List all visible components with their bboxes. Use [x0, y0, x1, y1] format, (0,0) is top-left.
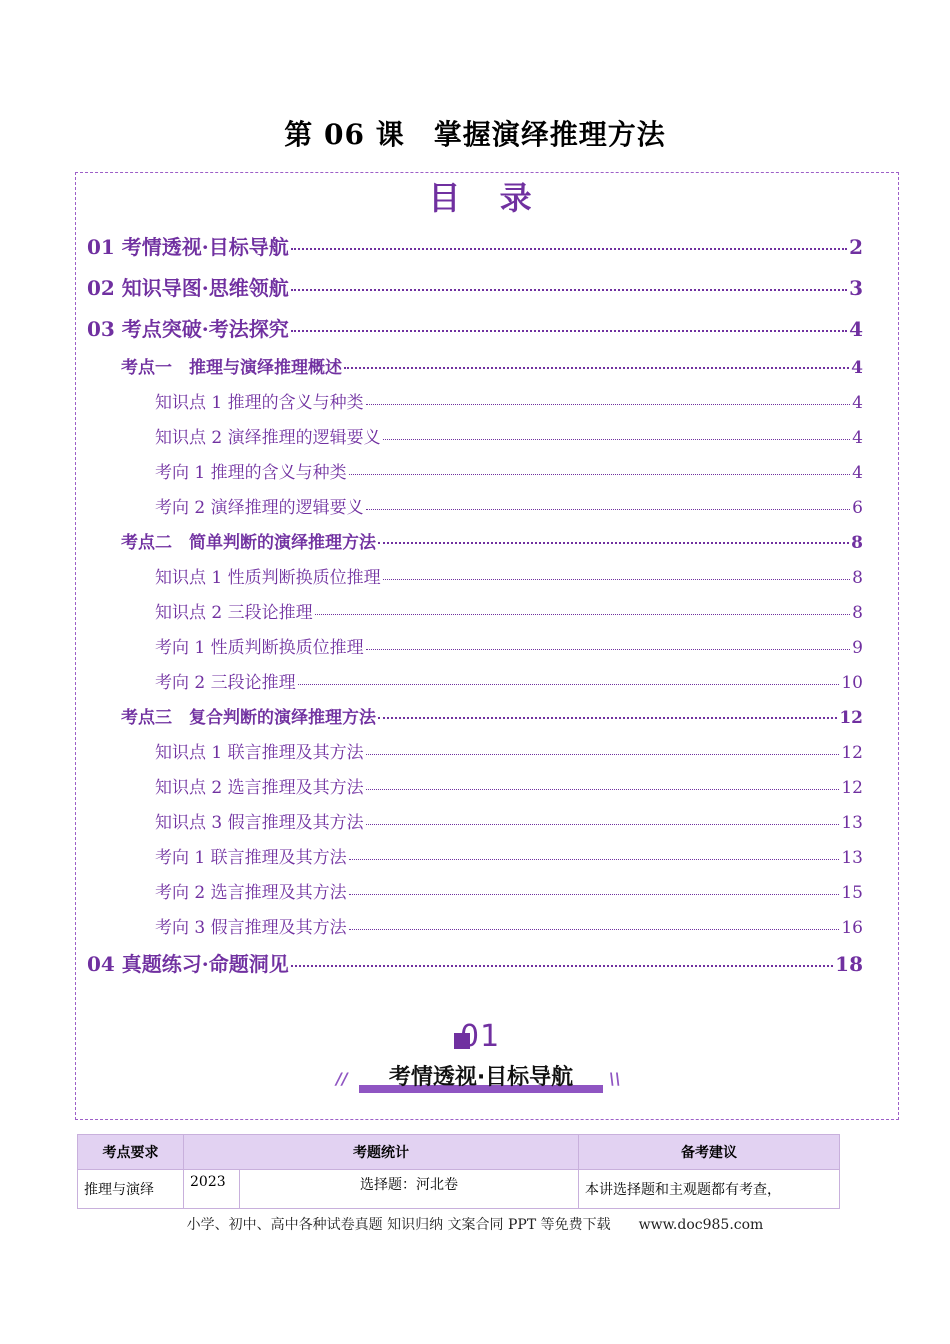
toc-entry-page: 18	[835, 952, 863, 976]
table-cell: 推理与演绎	[78, 1170, 184, 1209]
toc-entry-label: 考向 2 三段论推理	[155, 673, 296, 693]
toc-leader	[344, 367, 849, 369]
toc-leader	[291, 248, 847, 250]
toc-entry[interactable]	[155, 878, 863, 903]
toc-entry-label: 考向 2 选言推理及其方法	[155, 883, 347, 903]
toc-entry-page: 4	[852, 428, 863, 448]
toc-entry[interactable]	[155, 563, 863, 588]
toc-entry-label: 02 知识导图·思维领航	[87, 276, 289, 300]
toc-entry[interactable]	[155, 493, 863, 518]
toc-entry[interactable]	[155, 913, 863, 938]
toc-leader	[315, 614, 851, 615]
toc-entry-label: 考向 1 性质判断换质位推理	[155, 638, 364, 658]
table-cell: 本讲选择题和主观题都有考查，	[579, 1170, 840, 1209]
toc-leader	[349, 859, 840, 860]
toc-entry-page: 13	[841, 848, 863, 868]
toc-entry-label: 03 考点突破·考法探究	[87, 317, 289, 341]
toc-leader	[378, 717, 837, 719]
page-footer: 小学、初中、高中各种试卷真题 知识归纳 文案合同 PPT 等免费下载 www.doc985.com	[186, 1217, 764, 1233]
toc-entry-label: 知识点 2 选言推理及其方法	[155, 778, 364, 798]
toc-leader	[366, 509, 851, 510]
toc-entry-label: 知识点 1 推理的含义与种类	[155, 393, 364, 413]
table-header: 考点要求	[78, 1135, 184, 1170]
toc-leader	[349, 474, 851, 475]
toc-leader	[291, 289, 847, 291]
toc-leader	[378, 542, 849, 544]
slash-decoration-left: //	[336, 1069, 348, 1088]
toc-entry-label: 考向 3 假言推理及其方法	[155, 918, 347, 938]
toc-entry-page: 4	[849, 317, 863, 341]
toc-leader	[366, 754, 840, 755]
toc-entry[interactable]	[155, 738, 863, 763]
toc-entry[interactable]	[155, 808, 863, 833]
toc-entry[interactable]	[155, 423, 863, 448]
toc-entry-label: 知识点 2 三段论推理	[155, 603, 313, 623]
toc-entry-label: 考向 2 演绎推理的逻辑要义	[155, 498, 364, 518]
toc-leader	[383, 439, 851, 440]
toc-entry-page: 12	[841, 778, 863, 798]
toc-entry[interactable]	[121, 528, 863, 553]
toc-entry-page: 8	[852, 603, 863, 623]
toc-entry-page: 2	[849, 235, 863, 259]
toc-entry-page: 4	[852, 463, 863, 483]
table-cell: 2023	[184, 1170, 240, 1209]
toc-heading: 目 录	[428, 179, 546, 217]
toc-entry-label: 考点二 简单判断的演绎推理方法	[121, 533, 376, 553]
toc-entry[interactable]	[121, 353, 863, 378]
table-header: 备考建议	[579, 1135, 840, 1170]
toc-entry-label: 04 真题练习·命题洞见	[87, 952, 289, 976]
toc-leader	[366, 404, 851, 405]
toc-entry-page: 12	[839, 708, 863, 728]
toc-leader	[366, 824, 840, 825]
toc-entry-label: 知识点 2 演绎推理的逻辑要义	[155, 428, 381, 448]
toc-entry-label: 考向 1 联言推理及其方法	[155, 848, 347, 868]
toc-entry-page: 8	[852, 568, 863, 588]
toc-entry[interactable]	[155, 388, 863, 413]
toc-entry[interactable]	[155, 843, 863, 868]
toc-leader	[291, 330, 847, 332]
toc-leader	[366, 649, 851, 650]
banner-title: 考情透视·目标导航	[388, 1065, 574, 1090]
toc-entry[interactable]	[87, 231, 863, 260]
toc-leader	[366, 789, 840, 790]
toc-entry-page: 8	[851, 533, 863, 553]
toc-leader	[349, 929, 840, 930]
toc-entry[interactable]	[155, 458, 863, 483]
toc-entry[interactable]	[87, 948, 863, 977]
document-title: 第 06 课 掌握演绎推理方法	[284, 118, 666, 151]
section-banner	[76, 1019, 898, 1105]
toc-entry-label: 考点一 推理与演绎推理概述	[121, 358, 342, 378]
table-header: 考题统计	[184, 1135, 579, 1170]
table-row	[78, 1170, 840, 1209]
banner-number: 01	[460, 1019, 501, 1054]
toc-entry-label: 知识点 1 联言推理及其方法	[155, 743, 364, 763]
exam-requirements-table	[77, 1134, 840, 1209]
toc-entry-label: 知识点 1 性质判断换质位推理	[155, 568, 381, 588]
toc-entry-page: 10	[841, 673, 863, 693]
table-cell: 选择题：河北卷	[240, 1170, 579, 1209]
toc-leader	[298, 684, 840, 685]
toc-entry-page: 15	[841, 883, 863, 903]
toc-entry[interactable]	[87, 313, 863, 342]
toc-leader	[291, 965, 833, 967]
toc-entry-page: 3	[849, 276, 863, 300]
toc-leader	[383, 579, 851, 580]
toc-entry-label: 知识点 3 假言推理及其方法	[155, 813, 364, 833]
toc-entry-label: 01 考情透视·目标导航	[87, 235, 289, 259]
slash-decoration-right: \\	[609, 1069, 621, 1088]
toc-entry-page: 12	[841, 743, 863, 763]
toc-leader	[349, 894, 840, 895]
toc-entry-page: 9	[852, 638, 863, 658]
toc-entry[interactable]	[155, 668, 863, 693]
toc-entry-label: 考向 1 推理的含义与种类	[155, 463, 347, 483]
toc-entry[interactable]	[155, 598, 863, 623]
table-header-row	[78, 1135, 840, 1170]
toc-entry-label: 考点三 复合判断的演绎推理方法	[121, 708, 376, 728]
toc-entry-page: 13	[841, 813, 863, 833]
table-of-contents	[75, 172, 899, 1120]
toc-entry[interactable]	[155, 773, 863, 798]
toc-entry-page: 16	[841, 918, 863, 938]
toc-entry-page: 4	[852, 393, 863, 413]
toc-entry[interactable]	[121, 703, 863, 728]
toc-entry-page: 6	[852, 498, 863, 518]
toc-entry-page: 4	[851, 358, 863, 378]
toc-entry[interactable]	[87, 272, 863, 301]
toc-entry[interactable]	[155, 633, 863, 658]
